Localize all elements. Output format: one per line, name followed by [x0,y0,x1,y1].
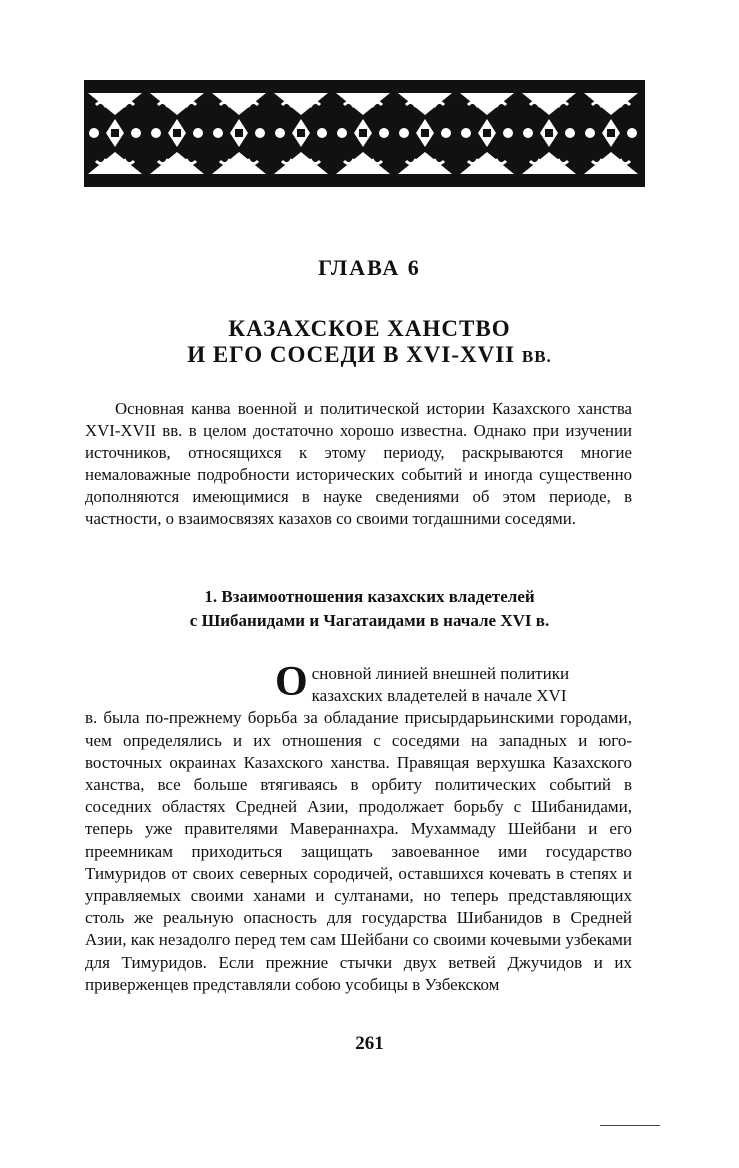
body-paragraph [85,659,632,996]
chapter-title-line2-main: И ЕГО СОСЕДИ В XVI-XVII [187,342,516,367]
page-number: 261 [355,1033,384,1054]
drop-cap: О [275,659,308,705]
section-heading-line2: с Шибанидами и Чагатаидами в начале XVI в. [189,611,550,630]
footer-rule [600,1125,660,1126]
chapter-title-line2 [0,342,739,370]
section-heading-line1: 1. Взаимоотношения казахских владетелей [204,587,535,606]
body-line2: казахских владетелей в начале XVI [311,686,567,706]
chapter-abstract: Основная канва военной и политической истории Казахского ханства XVI-XVII вв. в целом достаточно хорошо известна. Однако при изучении источников, относящихся к этому периоду, раскрываются многие немаловажные подробности исторических событий и иногда существенно дополняются имеющимися в науке сведениями об этом периоде, в частности, о взаимосвязях казахов со своими тогдашними соседями. [85,399,632,528]
chapter-label: ГЛАВА 6 [318,255,421,280]
body-rest: в. была по-прежнему борьба за обладание присырдарьинскими городами, чем определялись и их отношения с соседями на западных и юго-восточных окраинах Казахского ханства. Правящая верхушка Казахского ханства, все больше втягиваясь в орбиту политических событий в соседних областях Средней Азии, продолжает борьбу с Шибанидами, теперь уже правителями Мавераннахра. Мухаммаду Шейбани и его преемникам приходиться защищать завоеванное ими государство Тимуридов от своих северных сородичей, оставшихся кочевать в степях и управляемых своими ханами и султанами, но теперь представляющих столь же реальную опасность для государства Шибанидов в Средней Азии, как незадолго перед тем сам Шейбани со своими кочевыми узбеками для Тимуридов. Если прежние стычки двух ветвей Джучидов и их приверженцев представляли собою усобицы в Узбекском [85,708,632,994]
ornament-pattern-icon [84,85,645,182]
body-line1: сновной линией внешней политики [311,664,570,683]
chapter-title-line1: КАЗАХСКОЕ ХАНСТВО [228,316,511,341]
chapter-title [0,316,739,370]
body-opening [85,659,632,707]
ornamental-header-band [84,80,645,187]
section-heading [0,585,739,633]
chapter-title-line2-suffix: ВВ. [521,347,552,366]
